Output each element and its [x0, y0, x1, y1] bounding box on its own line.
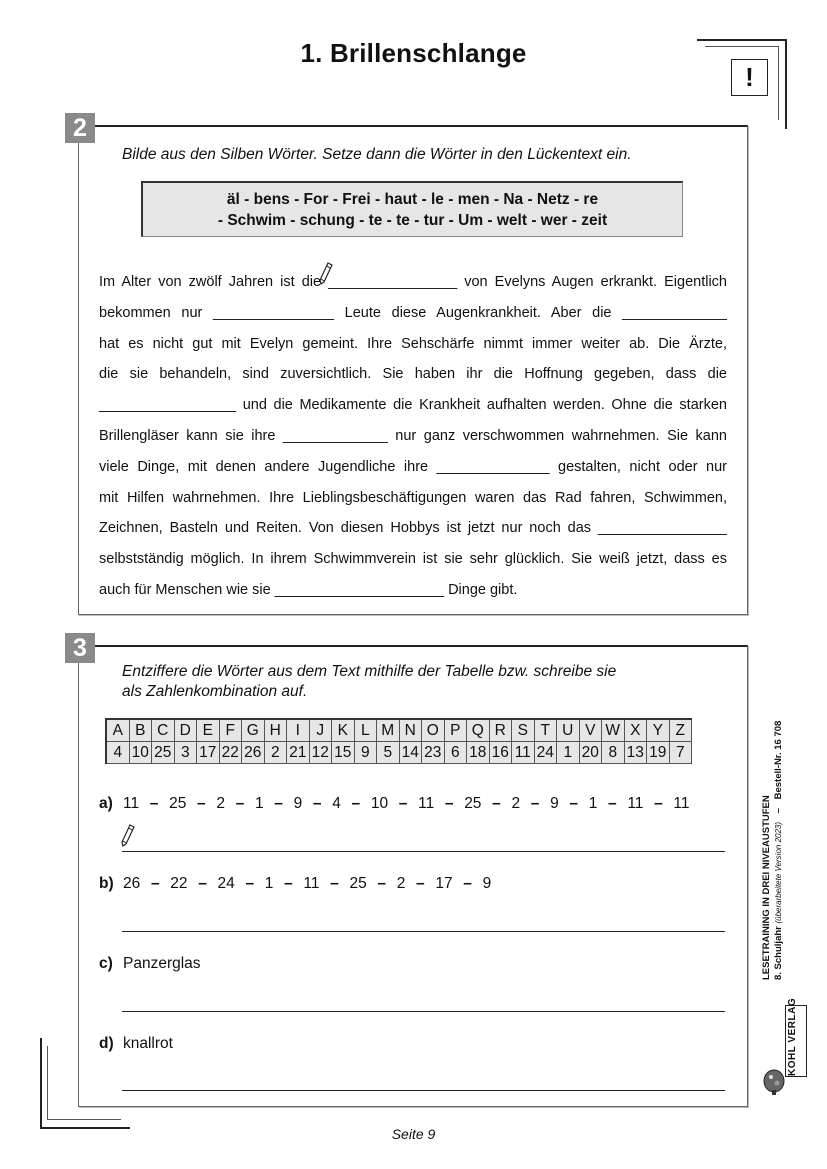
corner-decoration: [47, 1046, 48, 1120]
code-separator: –: [377, 875, 387, 892]
sidebar-version: (überarbeitete Version 2023): [774, 821, 783, 924]
cipher-number: 12: [309, 742, 332, 764]
code-separator: –: [330, 875, 339, 892]
cipher-number: 1: [557, 742, 580, 764]
code-number: 1: [264, 875, 274, 892]
cipher-letter-row: [106, 719, 692, 742]
page-title: 1. Brillenschlange: [300, 38, 527, 68]
cipher-letter: P: [444, 719, 467, 742]
cipher-letter: Y: [647, 719, 670, 742]
cipher-number: 19: [647, 742, 670, 764]
cipher-number: 25: [152, 742, 175, 764]
cipher-letter: E: [197, 719, 220, 742]
code-separator: –: [569, 795, 578, 812]
page-footer: Seite 9: [391, 1126, 436, 1142]
code-separator: –: [235, 795, 245, 812]
code-number: 9: [550, 795, 559, 812]
cloze-text: [99, 267, 727, 606]
sidebar-line-1: LESETRAINING IN DREI NIVEAUSTUFEN: [761, 795, 772, 980]
cipher-letter: F: [219, 719, 242, 742]
code-number: 4: [332, 795, 341, 812]
code-number: 1: [588, 795, 598, 812]
cipher-number: 8: [602, 742, 625, 764]
cipher-number: 16: [489, 742, 512, 764]
cipher-number: 14: [399, 742, 422, 764]
code-separator: –: [416, 875, 425, 892]
cipher-number: 18: [467, 742, 490, 764]
code-number: 24: [217, 875, 235, 892]
code-number: 11: [123, 795, 140, 812]
publisher-sidebar: [761, 690, 807, 1030]
code-number: 26: [123, 875, 141, 892]
code-separator: –: [608, 795, 617, 812]
syllable-line-2: - Schwim - schung - te - te - tur - Um - welt - wer - zeit: [217, 212, 608, 229]
code-separator: –: [463, 875, 472, 892]
cipher-number: 6: [444, 742, 467, 764]
code-separator: –: [284, 875, 293, 892]
code-number: 25: [464, 795, 482, 812]
code-separator: –: [530, 795, 540, 812]
cipher-number: 7: [669, 742, 692, 764]
code-number: 10: [370, 795, 389, 812]
pencil-icon: [121, 824, 135, 848]
cipher-letter: B: [129, 719, 152, 742]
code-number: 9: [293, 795, 303, 812]
cloze-line: bekommen nur _______________ Leute diese Augenkrankheit. Aber die _____________: [99, 304, 727, 321]
sidebar-line-2: [773, 690, 785, 1030]
cipher-number: 26: [242, 742, 265, 764]
exercise-d-label: d): [99, 1035, 114, 1052]
cloze-line: hat es nicht gut mit Evelyn gemeint. Ihre Sehschärfe nimmt immer weiter ab. Die Ärzte,: [99, 335, 727, 352]
cipher-letter: N: [399, 719, 422, 742]
code-number: 2: [216, 795, 225, 812]
cipher-table: [105, 718, 692, 764]
logo-icon: [762, 1063, 786, 1095]
cipher-letter: X: [624, 719, 647, 742]
corner-decoration: [705, 46, 779, 47]
cipher-letter: V: [579, 719, 602, 742]
cipher-letter: J: [309, 719, 332, 742]
code-separator: –: [245, 875, 255, 892]
exercise-c-label: c): [99, 955, 113, 972]
exercise-a-code: [123, 795, 690, 813]
cipher-number: 2: [264, 742, 287, 764]
code-number: 1: [254, 795, 264, 812]
cipher-number: 21: [287, 742, 310, 764]
code-separator: –: [351, 795, 361, 812]
cipher-letter: K: [332, 719, 355, 742]
cipher-number: 9: [354, 742, 377, 764]
code-number: 11: [627, 795, 644, 812]
code-number: 11: [303, 875, 320, 892]
code-number: 17: [435, 875, 453, 892]
task-2-number: 2: [65, 113, 95, 143]
cipher-letter: Q: [467, 719, 490, 742]
cipher-number: 4: [106, 742, 129, 764]
cipher-number: 15: [332, 742, 355, 764]
cloze-line: Zeichnen, Basteln und Reiten. Von diesen Hobbys ist jetzt nur noch das ________________: [99, 520, 727, 537]
code-number: 11: [418, 795, 435, 812]
cipher-number: 11: [512, 742, 535, 764]
exercise-b-label: b): [99, 875, 114, 892]
cipher-number: 24: [534, 742, 557, 764]
code-number: 9: [482, 875, 492, 892]
sidebar-grade: 8. Schuljahr: [773, 926, 784, 980]
cloze-line: mit Hilfen wahrnehmen. Ihre Lieblingsbeschäftigungen waren das Rad fahren, Schwimmen,: [99, 489, 727, 506]
cipher-letter: A: [106, 719, 129, 742]
code-number: 25: [349, 875, 367, 892]
code-separator: –: [398, 795, 408, 812]
cipher-number: 20: [579, 742, 602, 764]
cipher-letter: G: [242, 719, 265, 742]
exercise-c-word: Panzerglas: [123, 955, 201, 972]
exercise-b-code: [123, 875, 491, 893]
cipher-number: 23: [422, 742, 445, 764]
syllable-box: [141, 181, 683, 237]
cipher-number: 13: [624, 742, 647, 764]
cipher-number: 5: [377, 742, 400, 764]
task-3-number: 3: [65, 633, 95, 663]
cipher-letter: U: [557, 719, 580, 742]
warning-icon: !: [731, 59, 768, 96]
answer-line-c[interactable]: [122, 1011, 725, 1012]
cipher-letter: L: [354, 719, 377, 742]
cipher-number: 3: [174, 742, 197, 764]
exercise-d-word: knallrot: [123, 1035, 173, 1052]
cipher-number: 17: [197, 742, 220, 764]
cipher-letter: T: [534, 719, 557, 742]
cipher-letter: S: [512, 719, 535, 742]
cloze-line: _________________ und die Medikamente die Krankheit aufhalten werden. Ohne die starken: [99, 397, 727, 414]
corner-decoration: [40, 1038, 42, 1129]
corner-decoration: [697, 39, 787, 41]
sidebar-dash: –: [773, 808, 784, 814]
code-separator: –: [444, 795, 454, 812]
cipher-letter: Z: [669, 719, 692, 742]
cloze-line: Brillengläser kann sie ihre _____________ nur ganz verschwommen wahrnehmen. Sie kann: [99, 427, 727, 444]
exercise-a-label: a): [99, 795, 113, 812]
answer-line-d[interactable]: [122, 1090, 725, 1091]
cloze-line: auch für Menschen wie sie _____________________ Dinge gibt.: [99, 581, 518, 598]
task-3-instruction: [122, 662, 616, 702]
code-separator: –: [654, 795, 663, 812]
cipher-letter: D: [174, 719, 197, 742]
cipher-letter: H: [264, 719, 287, 742]
publisher-name: KOHL VERLAG: [785, 1005, 807, 1077]
corner-decoration: [778, 46, 779, 120]
syllable-line-1: äl - bens - For - Frei - haut - le - men - Na - Netz - re: [226, 191, 599, 208]
cipher-letter: R: [489, 719, 512, 742]
code-number: 25: [169, 795, 187, 812]
code-separator: –: [274, 795, 283, 812]
publisher-logo: [760, 997, 800, 1097]
cloze-line: viele Dinge, mit denen andere Jugendliche ihre ______________ gestalten, nicht oder nur: [99, 458, 727, 475]
code-number: 2: [511, 795, 521, 812]
code-separator: –: [492, 795, 501, 812]
cipher-letter: O: [422, 719, 445, 742]
code-separator: –: [198, 875, 207, 892]
code-number: 22: [170, 875, 188, 892]
cloze-line: die sie behandeln, sind zuversichtlich. Sie haben ihr die Hoffnung gegeben, dass die: [99, 366, 727, 383]
corner-decoration: [47, 1119, 121, 1120]
corner-decoration: [785, 39, 787, 129]
code-number: 11: [673, 795, 690, 812]
cipher-number: 22: [219, 742, 242, 764]
cipher-letter: C: [152, 719, 175, 742]
answer-line-b[interactable]: [122, 931, 725, 932]
cipher-letter: W: [602, 719, 625, 742]
task-3-instruction-line-1: Entziffere die Wörter aus dem Text mithilfe der Tabelle bzw. schreibe sie: [122, 663, 617, 680]
cipher-number-row: [106, 742, 692, 764]
code-separator: –: [149, 795, 159, 812]
cloze-line: Im Alter von zwölf Jahren ist die ________________ von Evelyns Augen erkrankt. Eigentlich: [99, 274, 727, 290]
cipher-letter: I: [287, 719, 310, 742]
cipher-letter: M: [377, 719, 400, 742]
answer-line-a[interactable]: [122, 851, 725, 852]
code-separator: –: [150, 875, 160, 892]
task-2-instruction: Bilde aus den Silben Wörter. Setze dann die Wörter in den Lückentext ein.: [122, 146, 632, 163]
cloze-line: selbstständig möglich. In ihrem Schwimmverein ist sie sehr glücklich. Sie weiß jetzt, dass es: [99, 551, 727, 568]
task-3-instruction-line-2: als Zahlenkombination auf.: [122, 683, 308, 700]
code-number: 2: [396, 875, 406, 892]
code-separator: –: [197, 795, 206, 812]
code-separator: –: [312, 795, 322, 812]
sidebar-order-number: Bestell-Nr. 16 708: [773, 720, 784, 800]
cipher-number: 10: [129, 742, 152, 764]
